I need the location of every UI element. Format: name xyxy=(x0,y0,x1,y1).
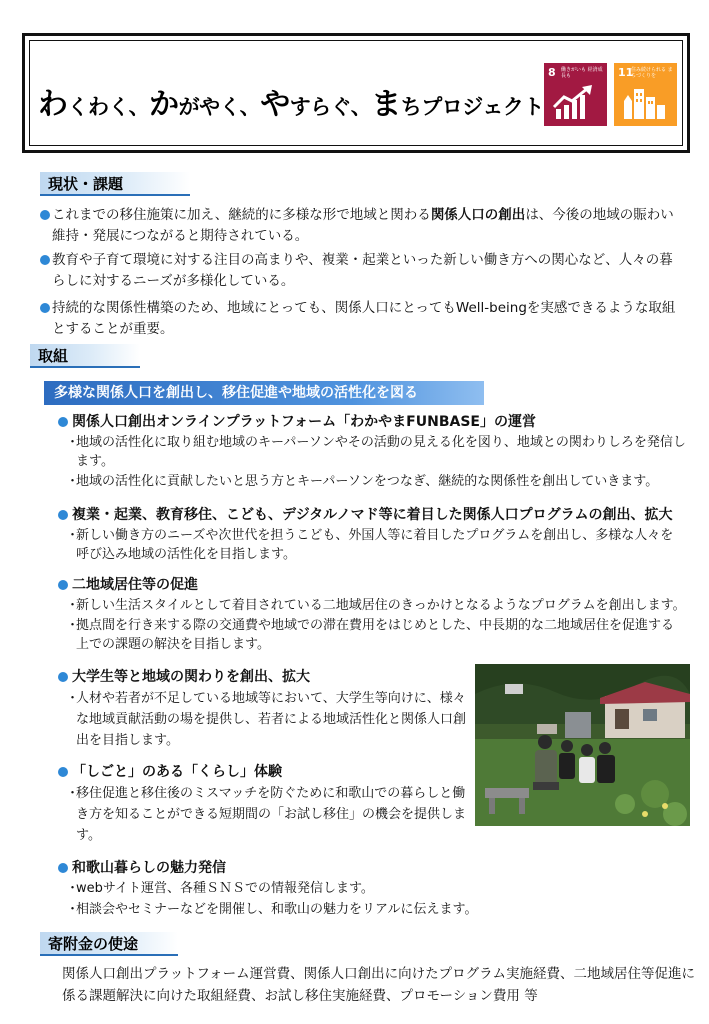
bullet-text: 持続的な関係性構築のため、地域にとっても、関係人口にとってもWell-beingを実感できるような取組とすることが重要。 xyxy=(52,300,676,337)
title-part: わ xyxy=(38,87,68,122)
initiative-detail: ・ 移住促進と移住後のミスマッチを防ぐために和歌山での暮らしと働き方を知ることができる短期間の「お試し移住」の機会を提供します。 xyxy=(66,786,467,843)
bullet-dot-icon xyxy=(58,767,68,777)
title-part: ま xyxy=(371,87,401,122)
bullet-dot-icon xyxy=(40,210,50,220)
initiative-title xyxy=(58,858,226,878)
initiatives-banner: 多様な関係人口を創出し、移住促進や地域の活性化を図る xyxy=(44,381,484,405)
bullet-dot-icon xyxy=(40,303,50,313)
status-bullet xyxy=(40,205,680,247)
sdg-label: 働きがいも 経済成長も xyxy=(561,67,603,79)
initiative-title xyxy=(58,667,310,687)
title-part: ちプロジェクト xyxy=(400,95,544,119)
bullet-bold-text: 関係人口の創出 xyxy=(430,207,526,223)
detail-text: 地域の活性化に取り組む地域のキーパーソンやその活動の見える化を図り、地域との関わりしろを発信します。 xyxy=(76,435,686,469)
bullet-dot-icon xyxy=(40,255,50,265)
section-heading-status: 現状・課題 xyxy=(40,172,190,196)
usage-text: 関係人口創出プラットフォーム運営費、関係人口創出に向けたプログラム実施経費、二地域居住等促進に係る課題解決に向けた取組経費、お試し移住実施経費、プロモーション費用 等 xyxy=(62,966,696,1004)
initiative-detail: ・ 新しい働き方のニーズや次世代を担うこども、外国人等に着目したプログラムを創出し、多様な人々を呼び込み地域の活性化を目指します。 xyxy=(66,528,674,562)
title-part: すらぐ、 xyxy=(289,95,372,119)
bullet-dot-icon xyxy=(58,580,68,590)
page-title xyxy=(38,79,544,123)
initiative-title-text: 大学生等と地域の関わりを創出、拡大 xyxy=(72,669,310,685)
chart-arrow-icon xyxy=(552,85,598,121)
initiative-detail: ・ 地域の活性化に貢献したいと思う方とキーパーソンをつなぎ、継続的な関係性を創出していきます。 xyxy=(66,474,659,489)
initiative-title xyxy=(58,575,198,595)
initiative-title xyxy=(58,412,536,432)
initiative-detail: ・ 地域の活性化に取り組む地域のキーパーソンやその活動の見える化を図り、地域との関わりしろを発信します。 xyxy=(66,435,686,469)
initiative-title-text: 複業・起業、教育移住、こども、デジタルノマド等に着目した関係人口プログラムの創出、拡大 xyxy=(72,507,673,523)
bullet-dot-icon xyxy=(58,510,68,520)
initiative-detail: ・ webサイト運営、各種ＳＮＳでの情報発信します。 xyxy=(66,881,374,896)
sdg-label: 住み続けられる まちづくりを xyxy=(631,67,673,79)
title-part: くわく、 xyxy=(67,95,150,119)
detail-text: 新しい働き方のニーズや次世代を担うこども、外国人等に着目したプログラムを創出し、多様な人々を呼び込み地域の活性化を目指します。 xyxy=(76,528,674,562)
detail-text: 相談会やセミナーなどを開催し、和歌山の魅力をリアルに伝えます。 xyxy=(76,902,478,917)
initiative-title-text: 和歌山暮らしの魅力発信 xyxy=(72,860,226,876)
bullet-text: は、今後の地域の賑わい維持・発展につながると期待されている。 xyxy=(52,207,674,244)
title-part: がやく、 xyxy=(178,95,261,119)
initiative-detail: ・ 人材や若者が不足している地域等において、大学生等向けに、様々な地域貢献活動の場を提供し、若者による地域活性化と関係人口創出を目指します。 xyxy=(66,691,467,748)
initiative-title xyxy=(58,762,282,782)
city-buildings-icon xyxy=(622,85,668,121)
sdg11-icon xyxy=(614,63,677,126)
status-bullet xyxy=(40,250,680,292)
status-bullet xyxy=(40,298,680,340)
title-part: や xyxy=(260,87,290,122)
detail-text: 拠点間を行き来する際の交通費や地域での滞在費用をはじめとした、中長期的な二地域居住を促進する上での課題の解決を目指します。 xyxy=(76,618,675,652)
initiative-title-text: 関係人口創出オンラインプラットフォーム「わかやまFUNBASE」の運営 xyxy=(72,414,536,430)
initiative-title xyxy=(58,505,672,525)
detail-text: webサイト運営、各種ＳＮＳでの情報発信します。 xyxy=(76,881,374,896)
detail-text: 地域の活性化に貢献したいと思う方とキーパーソンをつなぎ、継続的な関係性を創出していきます。 xyxy=(76,474,659,489)
sdg-number: 11 xyxy=(618,66,634,79)
detail-text: 人材や若者が不足している地域等において、大学生等向けに、様々な地域貢献活動の場を提供し、若者による地域活性化と関係人口創出を目指します。 xyxy=(76,691,467,748)
title-box xyxy=(22,33,690,153)
detail-text: 新しい生活スタイルとして着目されている二地域居住のきっかけとなるようなプログラムを創出します。 xyxy=(76,598,686,613)
initiative-detail: ・ 新しい生活スタイルとして着目されている二地域居住のきっかけとなるようなプログラムを創出します。 xyxy=(66,598,686,613)
title-inner-frame xyxy=(29,40,683,146)
section-heading-usage: 寄附金の使途 xyxy=(40,932,178,956)
initiative-detail: ・ 相談会やセミナーなどを開催し、和歌山の魅力をリアルに伝えます。 xyxy=(66,902,478,917)
initiative-title-text: 二地域居住等の促進 xyxy=(72,577,198,593)
initiative-detail: ・ 拠点間を行き来する際の交通費や地域での滞在費用をはじめとした、中長期的な二地域居住を促進する上での課題の解決を目指します。 xyxy=(66,618,675,652)
bullet-dot-icon xyxy=(58,672,68,682)
bullet-text: 教育や子育て環境に対する注目の高まりや、複業・起業といった新しい働き方への関心など、人々の暮らしに対するニーズが多様化している。 xyxy=(52,252,673,289)
sdg-number: 8 xyxy=(548,66,556,79)
sdg8-icon xyxy=(544,63,607,126)
section-heading-initiatives: 取組 xyxy=(30,344,140,368)
photo-students-outdoors xyxy=(475,664,690,826)
initiative-title-text: 「しごと」のある「くらし」体験 xyxy=(72,764,282,780)
title-part: か xyxy=(149,87,179,122)
photo-illustration xyxy=(475,664,690,826)
detail-text: 移住促進と移住後のミスマッチを防ぐために和歌山での暮らしと働き方を知ることができる短期間の「お試し移住」の機会を提供します。 xyxy=(76,786,467,843)
bullet-dot-icon xyxy=(58,417,68,427)
bullet-dot-icon xyxy=(58,863,68,873)
bullet-text: これまでの移住施策に加え、継続的に多様な形で地域と関わる xyxy=(52,207,431,223)
